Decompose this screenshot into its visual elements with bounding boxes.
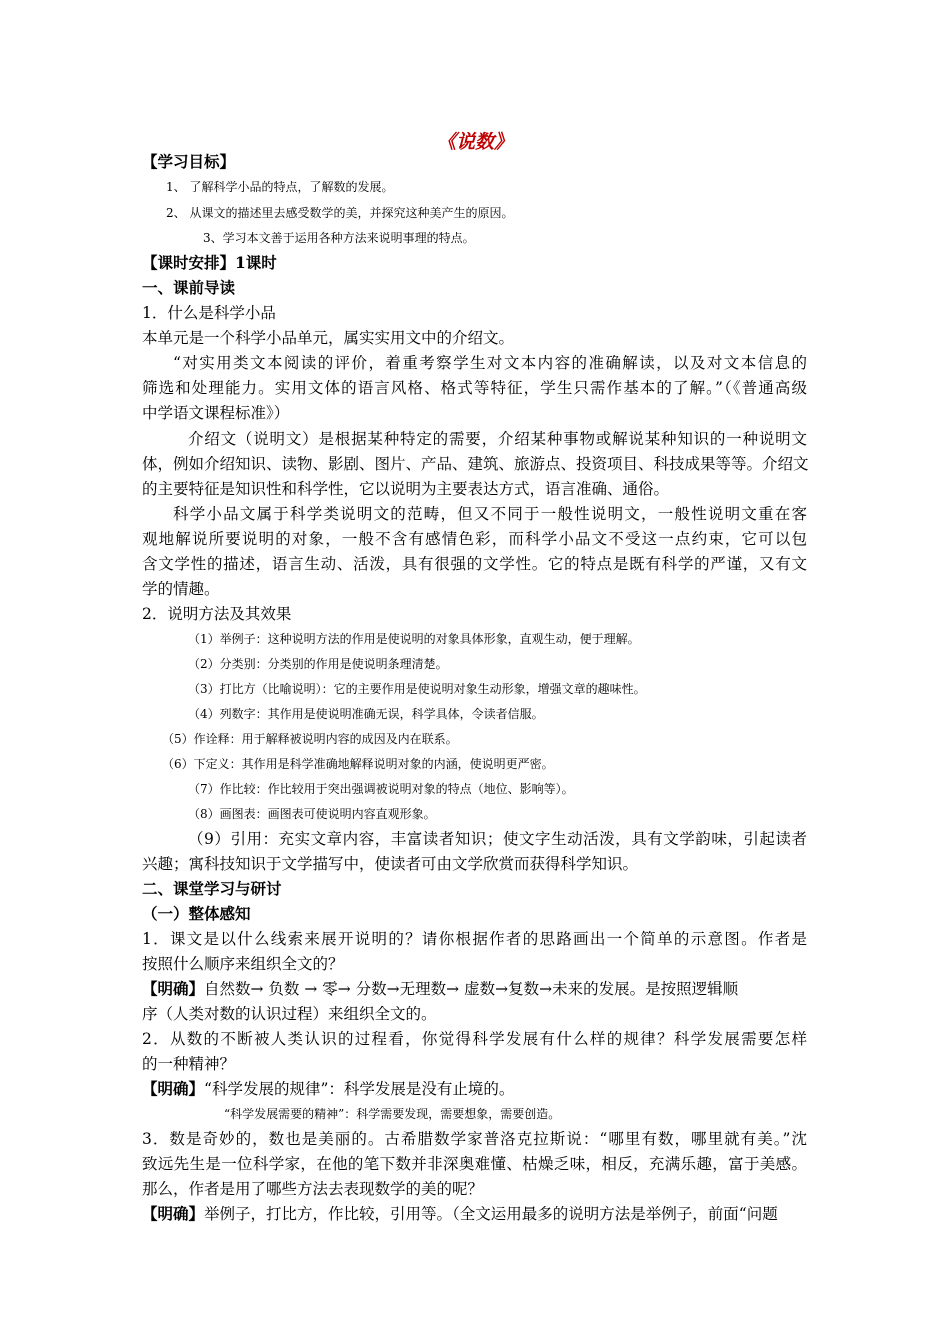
answer-1-line-1 bbox=[142, 978, 812, 1000]
class-question-3-line-3: 那么，作者是用了哪些方法去表现数学的美的呢？ bbox=[142, 1180, 484, 1198]
class-question-3-line-1: 3．数是奇妙的，数也是美丽的。古希腊数学家普洛克拉斯说：“哪里有数，哪里就有美。”沈 bbox=[142, 1130, 807, 1148]
paragraph-unit: 本单元是一个科学小品单元，属实实用文中的介绍文。 bbox=[142, 329, 515, 347]
goal-item-3: 3、学习本文善于运用各种方法来说明事理的特点。 bbox=[203, 231, 475, 245]
method-item-9-line-2: 兴趣；寓科技知识于文学描写中，使读者可由文学欣赏而获得科学知识。 bbox=[142, 855, 639, 873]
paragraph-sci-line-3: 含文学性的描述，语言生动、活泼，具有很强的文学性。它的特点是既有科学的严谨，又有文 bbox=[142, 555, 807, 573]
method-item-8: （8）画图表：画图表可使说明内容直观形象。 bbox=[188, 807, 436, 821]
paragraph-intro-line-1: 介绍文（说明文）是根据某种特定的需要，介绍某种事物或解说某种知识的一种说明文 bbox=[188, 430, 807, 448]
class-question-2-line-1: 2．从数的不断被人类认识的过程看，你觉得科学发展有什么样的规律？科学发展需要怎样 bbox=[142, 1030, 807, 1048]
answer-1-line-2: 序（人类对数的认识过程）来组织全文的。 bbox=[142, 1005, 437, 1023]
paragraph-quote-line-3: 中学语文课程标准》） bbox=[142, 404, 290, 422]
class-question-3-line-2: 致远先生是一位科学家，在他的笔下数并非深奥难懂、枯燥乏味，相反，充满乐趣，富于美感。 bbox=[142, 1155, 807, 1173]
subsection-1-title: （一）整体感知 bbox=[142, 904, 251, 923]
answer-label: 【明确】 bbox=[142, 979, 205, 998]
paragraph-intro-line-2: 体，例如介绍知识、读物、影剧、图片、产品、建筑、旅游点、投资项目、科技成果等等。介绍文 bbox=[142, 455, 809, 473]
method-item-3: （3）打比方（比喻说明）：它的主要作用是使说明对象生动形象，增强文章的趣味性。 bbox=[188, 682, 646, 696]
answer-2-line-2: “科学发展需要的精神”：科学需要发现，需要想象，需要创造。 bbox=[224, 1107, 561, 1121]
paragraph-intro-line-3: 的主要特征是知识性和科学性，它以说明为主要表达方式，语言准确、通俗。 bbox=[142, 480, 670, 498]
paragraph-quote-line-1: “对实用类文本阅读的评价，着重考察学生对文本内容的准确解读，以及对文本信息的 bbox=[173, 354, 807, 372]
answer-label: 【明确】 bbox=[142, 1204, 205, 1223]
answer-3-line-1 bbox=[142, 1203, 812, 1225]
paragraph-quote-line-2: 筛选和处理能力。实用文体的语言风格、格式等特征，学生只需作基本的了解。”（《普通高级 bbox=[142, 379, 807, 397]
method-item-6: （6）下定义：其作用是科学准确地解释说明对象的内涵，使说明更严密。 bbox=[162, 757, 554, 771]
answer-3-text: 举例子，打比方，作比较，引用等。（全文运用最多的说明方法是举例子，前面“问题 bbox=[204, 1205, 778, 1223]
paragraph-sci-line-4: 学的情趣。 bbox=[142, 580, 220, 598]
paragraph-sci-line-1: 科学小品文属于科学类说明文的范畴，但又不同于一般性说明文，一般性说明文重在客 bbox=[173, 505, 807, 523]
question-1-heading: 1．什么是科学小品 bbox=[142, 304, 276, 322]
answer-2-text: “科学发展的规律”：科学发展是没有止境的。 bbox=[204, 1080, 515, 1098]
paragraph-sci-line-2: 观地解说所要说明的对象，一般不含有感情色彩，而科学小品文不受这一点约束，它可以包 bbox=[142, 530, 807, 548]
method-item-7: （7）作比较：作比较用于突出强调被说明对象的特点（地位、影响等）。 bbox=[188, 782, 574, 796]
schedule-value: 1课时 bbox=[235, 253, 277, 272]
schedule-line bbox=[142, 252, 812, 274]
answer-2-line-1 bbox=[142, 1078, 812, 1100]
method-item-9-line-1: （9）引用：充实文章内容，丰富读者知识；使文字生动活泼，具有文学韵味，引起读者 bbox=[188, 830, 807, 848]
method-item-5: （5）作诠释：用于解释被说明内容的成因及内在联系。 bbox=[162, 732, 458, 746]
section-1-title: 一、课前导读 bbox=[142, 278, 236, 297]
method-item-1: （1）举例子：这种说明方法的作用是使说明的对象具体形象，直观生动，便于理解。 bbox=[188, 632, 640, 646]
goals-header: 【学习目标】 bbox=[142, 152, 236, 171]
section-2-title: 二、课堂学习与研讨 bbox=[142, 879, 282, 898]
method-item-4: （4）列数字：其作用是使说明准确无误，科学具体，令读者信服。 bbox=[188, 707, 544, 721]
document-title: 《说数》 bbox=[436, 131, 513, 153]
answer-1-text: 自然数→ 负数 → 零→ 分数→无理数→ 虚数→复数→未来的发展。是按照逻辑顺 bbox=[204, 980, 739, 998]
answer-label: 【明确】 bbox=[142, 1079, 205, 1098]
schedule-label: 【课时安排】 bbox=[142, 253, 236, 272]
method-item-2: （2）分类别：分类别的作用是使说明条理清楚。 bbox=[188, 657, 448, 671]
class-question-2-line-2: 的一种精神？ bbox=[142, 1055, 236, 1073]
question-2-heading: 2．说明方法及其效果 bbox=[142, 605, 292, 623]
class-question-1-line-1: 1．课文是以什么线索来展开说明的？请你根据作者的思路画出一个简单的示意图。作者是 bbox=[142, 930, 807, 948]
goal-item-1: 1、 了解科学小品的特点，了解数的发展。 bbox=[166, 180, 394, 194]
class-question-1-line-2: 按照什么顺序来组织全文的？ bbox=[142, 955, 344, 973]
goal-item-2: 2、 从课文的描述里去感受数学的美，并探究这种美产生的原因。 bbox=[166, 206, 514, 220]
